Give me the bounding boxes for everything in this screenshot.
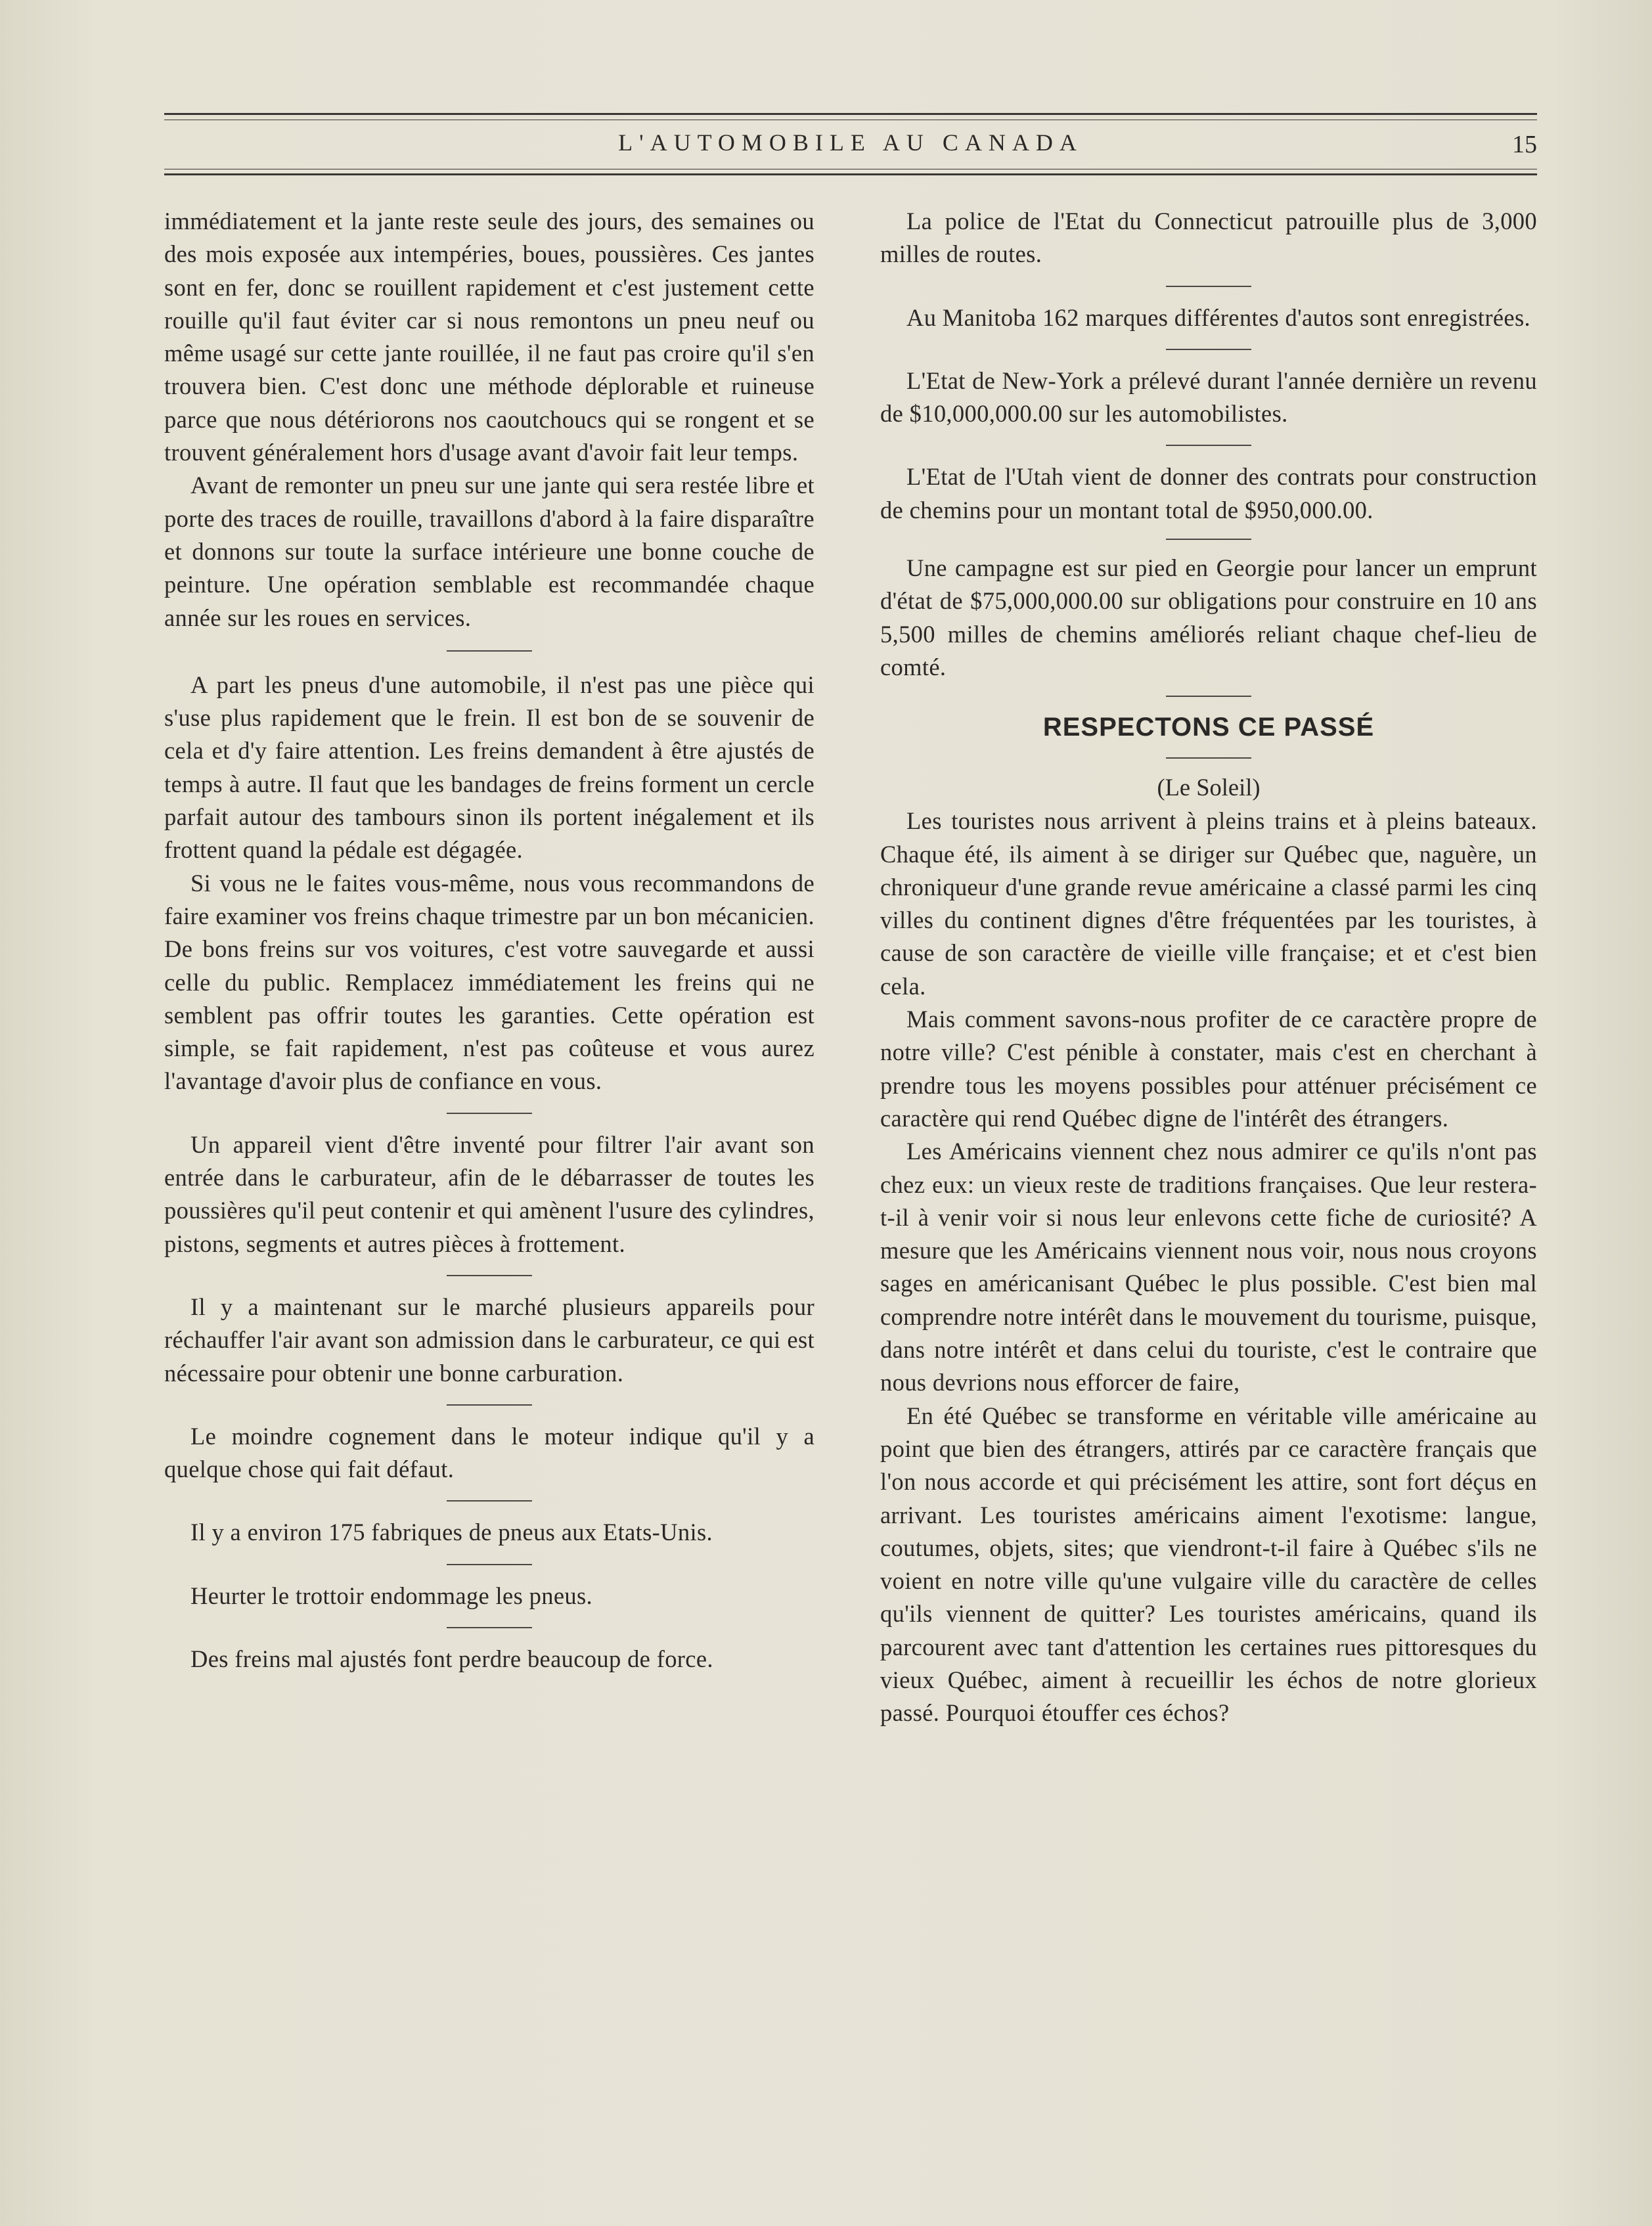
separator (447, 1404, 532, 1406)
running-title: L'AUTOMOBILE AU CANADA (618, 129, 1083, 156)
paragraph: immédiatement et la jante reste seule des jours, des semaines ou des mois exposée aux intempéries, boues, poussières. Ces jantes sont en fer, donc se rouillent rapidement et c'est justement cette rouille qu'il faut éviter car si nous remontons un pneu neuf ou même usagé sur cette jante rouillée, il ne faut pas croire qu'il s'en trouvera bien. C'est donc une méthode déplorable et ruineuse parce que nous détériorons nos caoutchoucs qui se rongent et se trouvent généralement hors d'usage avant d'avoir fait leur temps. (164, 208, 815, 466)
paragraph: Des freins mal ajustés font perdre beaucoup de force. (190, 1645, 713, 1672)
left-column (164, 205, 815, 1676)
paragraph: Si vous ne le faites vous-même, nous vous recommandons de faire examiner vos freins chaque trimestre par un bon mécanicien. De bons freins sur vos voitures, c'est votre sauvegarde et aussi celle du public. Remplacez immédiatement les freins qui ne semblent pas offrir toutes les garanties. Cette opération est simple, se fait rapidement, n'est pas coûteuse et vous aurez l'avantage d'avoir plus de confiance en vous. (164, 869, 815, 1095)
article-source: (Le Soleil) (1157, 774, 1261, 801)
page-number: 15 (1512, 131, 1537, 158)
news-item: L'Etat de l'Utah vient de donner des contrats pour construction de chemins pour un montant total de $950,000.00. (880, 463, 1537, 523)
separator (1166, 349, 1251, 350)
separator (1166, 286, 1251, 287)
separator (1166, 696, 1251, 697)
paragraph: Heurter le trottoir endommage les pneus. (190, 1582, 593, 1609)
right-column (880, 205, 1537, 1730)
header-rule (164, 113, 1537, 115)
separator (447, 1564, 532, 1565)
header-rule (164, 173, 1537, 175)
separator (1166, 445, 1251, 446)
news-item: Au Manitoba 162 marques différentes d'autos sont enregistrées. (906, 303, 1531, 331)
article-paragraph: Les touristes nous arrivent à pleins trains et à pleins bateaux. Chaque été, ils aiment à se diriger sur Québec que, naguère, un chroniqueur d'une grande revue américaine a classé parmi les cinq villes du continent dignes d'être fréquentées par les touristes, à cause de son caractère de vieille ville française; et et c'est bien cela. (880, 807, 1537, 1000)
news-item: La police de l'Etat du Connecticut patrouille plus de 3,000 milles de routes. (880, 208, 1537, 268)
article-title: RESPECTONS CE PASSÉ (1042, 713, 1375, 742)
separator (447, 650, 532, 652)
paragraph: A part les pneus d'une automobile, il n'est pas une pièce qui s'use plus rapidement que le frein. Il est bon de se souvenir de cela et d'y faire attention. Les freins demandent à être ajustés de temps à autre. Il faut que les bandages de freins forment un cercle parfait autour des tambours sinon ils portent inégalement et ils frottent quand la pédale est dégagée. (164, 671, 815, 864)
separator (447, 1113, 532, 1114)
article-paragraph: Mais comment savons-nous profiter de ce caractère propre de notre ville? C'est pénible à constater, mais c'est en cherchant à prendre tous les moyens possibles pour atténuer précisément ce caractère qui rend Québec digne de l'intérêt des étrangers. (880, 1006, 1537, 1132)
news-item: Une campagne est sur pied en Georgie pour lancer un emprunt d'état de $75,000,000.00 sur obligations pour construire en 10 ans 5,500 milles de chemins améliorés reliant chaque chef-lieu de comté. (880, 554, 1537, 680)
separator (447, 1627, 532, 1628)
article-paragraph: En été Québec se transforme en véritable ville américaine au point que bien des étrangers, attirés par ce caractère français que l'on nous accorde et qui précisément les attire, sont fort déçus en arrivant. Les touristes américains aiment l'exotisme: langue, coutumes, objets, sites; que viendront-t-il faire à Québec s'ils ne voient en notre ville qu'une vulgaire ville du caractère de celles qu'ils viennent de quitter? Les touristes américains, quand ils parcourent avec tant d'attention les certaines rues pittoresques du vieux Québec, aiment à recueillir les échos de notre glorieux passé. Pourquoi étouffer ces échos? (880, 1402, 1537, 1727)
news-item: L'Etat de New-York a prélevé durant l'année dernière un revenu de $10,000,000.00 sur les automobilistes. (880, 367, 1537, 428)
paragraph: Avant de remonter un pneu sur une jante qui sera restée libre et porte des traces de rouille, travaillons d'abord à la faire disparaître et donnons sur toute la surface intérieure une bonne couche de peinture. Une opération semblable est recommandée chaque année sur les roues en services. (164, 472, 815, 631)
separator (447, 1275, 532, 1276)
paragraph: Il y a environ 175 fabriques de pneus aux Etats-Unis. (190, 1519, 713, 1546)
separator (447, 1500, 532, 1502)
article-paragraph: Les Américains viennent chez nous admirer ce qu'ils n'ont pas chez eux: un vieux reste de traditions françaises. Que leur restera-t-il à venir voir si nous leur enlevons cette fiche de curiosité? A mesure que les Américains viennent nous voir, nous nous croyons sages en américanisant Québec le plus possible. C'est bien mal comprendre notre intérêt dans le mouvement du tourisme, puisque, dans notre intérêt et dans celui du touriste, c'est le contraire que nous devrions nous efforcer de faire, (880, 1138, 1537, 1396)
separator (1166, 539, 1251, 540)
paragraph: Il y a maintenant sur le marché plusieurs appareils pour réchauffer l'air avant son admission dans le carburateur, ce qui est nécessaire pour obtenir une bonne carburation. (164, 1293, 815, 1387)
paragraph: Un appareil vient d'être inventé pour filtrer l'air avant son entrée dans le carburateur, afin de le débarrasser de toutes les poussières qu'il peut contenir et qui amènent l'usure des cylindres, pistons, segments et autres pièces à frottement. (164, 1130, 815, 1257)
paragraph: Le moindre cognement dans le moteur indique qu'il y a quelque chose qui fait défaut. (164, 1422, 815, 1483)
separator (1166, 757, 1251, 759)
